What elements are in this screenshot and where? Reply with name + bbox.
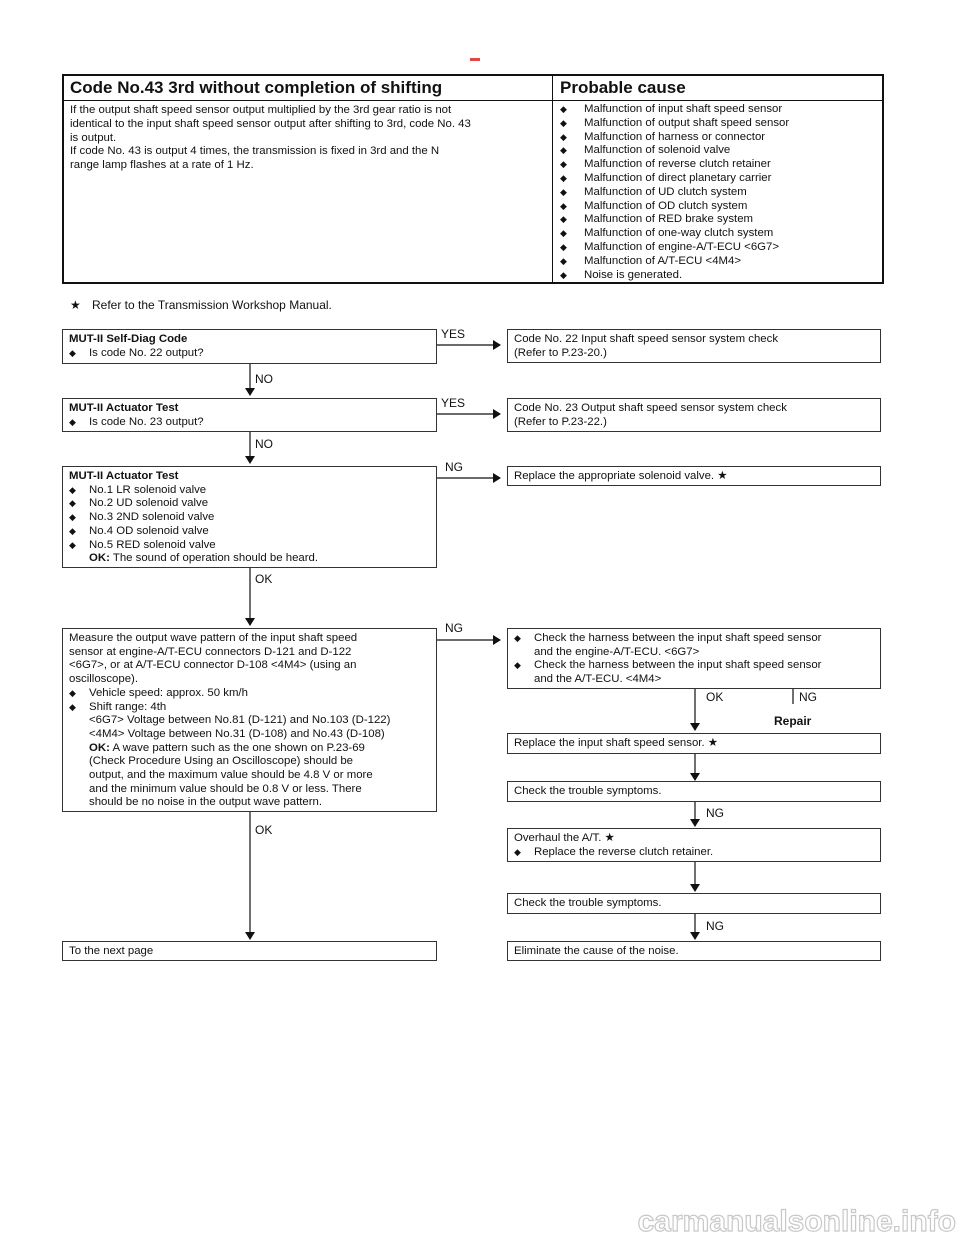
description-line: is output. — [70, 131, 117, 144]
solenoid-item: ◆ No.2 UD solenoid valve — [69, 497, 430, 511]
step4-ok-line: (Check Procedure Using an Oscilloscope) should be — [89, 755, 354, 768]
description-line: identical to the input shaft speed sensor output after shifting to 3rd, code No. 43 — [70, 117, 471, 130]
harness-check-line: ◆ Check the harness between the input shaft speed sensor — [514, 632, 874, 646]
step3-solenoid-test-box — [62, 466, 437, 568]
check-symptoms-text: Check the trouble symptoms. — [514, 897, 662, 909]
ok-label: OK: — [89, 741, 110, 754]
step1-item: ◆ Is code No. 22 output? — [69, 347, 430, 361]
solenoid-item: ◆ No.1 LR solenoid valve — [69, 484, 430, 498]
step4-bullet: ◆ Shift range: 4th — [69, 701, 430, 715]
step1-yes-line: (Refer to P.23-20.) — [514, 346, 607, 359]
ok-text: A wave pattern such as the one shown on P.23-69 — [112, 741, 365, 754]
cause-item: ◆ Malfunction of A/T-ECU <4M4> — [560, 255, 880, 269]
cause-item: ◆ Malfunction of one-way clutch system — [560, 227, 880, 241]
step2-item: ◆ Is code No. 23 output? — [69, 416, 430, 430]
cause-item: ◆ Malfunction of solenoid valve — [560, 144, 880, 158]
next-page-box[interactable] — [62, 941, 437, 961]
replace-solenoid-text: Replace the appropriate solenoid valve. ★ — [514, 470, 728, 482]
step2-yes-label: YES — [441, 396, 466, 410]
overhaul-item: ◆ Replace the reverse clutch retainer. — [514, 846, 874, 860]
step4-ng-label: NG — [445, 621, 463, 635]
ok-label: OK: — [89, 552, 110, 565]
step2-title: MUT-II Actuator Test — [69, 402, 179, 414]
step2-yes-line: (Refer to P.23-22.) — [514, 415, 607, 428]
step4-voltage-line: <4M4> Voltage between No.31 (D-108) and No.43 (D-108) — [89, 727, 385, 740]
harness-ng-label: NG — [799, 690, 817, 704]
step4-line: sensor at engine-A/T-ECU connectors D-121 and D-122 — [69, 645, 352, 658]
cause-item: ◆ Malfunction of engine-A/T-ECU <6G7> — [560, 241, 880, 255]
check-symptoms-box-2 — [507, 893, 881, 914]
cause-item: ◆ Noise is generated. — [560, 269, 880, 283]
step4-voltage-line: <6G7> Voltage between No.81 (D-121) and No.103 (D-122) — [89, 714, 391, 727]
step4-ok-line: should be no noise in the output wave pattern. — [89, 796, 323, 809]
step4-ok-label: OK — [255, 823, 273, 837]
cause-item: ◆ Malfunction of reverse clutch retainer — [560, 158, 880, 172]
solenoid-item: ◆ No.3 2ND solenoid valve — [69, 511, 430, 525]
eliminate-noise-text: Eliminate the cause of the noise. — [514, 945, 679, 957]
step3-ok-criteria — [69, 552, 430, 566]
solenoid-item: ◆ No.4 OD solenoid valve — [69, 525, 430, 539]
step2-no-label: NO — [255, 437, 273, 451]
step4-line: Measure the output wave pattern of the input shaft speed — [69, 632, 358, 644]
step1-yes-box — [507, 329, 881, 363]
replace-sensor-text: Replace the input shaft speed sensor. ★ — [514, 737, 718, 749]
overhaul-text: Overhaul the A/T. ★ — [514, 832, 615, 844]
step4-wave-pattern-box — [62, 628, 437, 812]
code-title: Code No.43 3rd without completion of shifting — [70, 78, 443, 97]
check-symptoms-text: Check the trouble symptoms. — [514, 785, 662, 797]
cause-item: ◆ Malfunction of UD clutch system — [560, 186, 880, 200]
solenoid-item: ◆ No.5 RED solenoid valve — [69, 539, 430, 553]
step1-yes-label: YES — [441, 327, 466, 341]
step4-ok-line: output, and the maximum value should be 4.8 V or more — [89, 769, 373, 782]
symptoms2-ng-label: NG — [706, 919, 724, 933]
cause-item: ◆ Malfunction of input shaft speed sensor — [560, 103, 880, 117]
symptoms1-ng-label: NG — [706, 806, 724, 820]
step1-self-diag-box — [62, 329, 437, 364]
cause-item: ◆ Malfunction of harness or connector — [560, 131, 880, 145]
ok-text: The sound of operation should be heard. — [112, 552, 319, 565]
step3-ng-label: NG — [445, 460, 463, 474]
step1-yes-line: Code No. 22 Input shaft speed sensor system check — [514, 333, 779, 345]
step4-bullet: ◆ Vehicle speed: approx. 50 km/h — [69, 687, 430, 701]
harness-ok-label: OK — [706, 690, 724, 704]
step4-line: <6G7>, or at A/T-ECU connector D-108 <4M4> (using an — [69, 659, 357, 672]
harness-check-line: ◆ Check the harness between the input shaft speed sensor — [514, 659, 874, 673]
step3-ok-label: OK — [255, 572, 273, 586]
step2-yes-line: Code No. 23 Output shaft speed sensor system check — [514, 402, 787, 414]
step3-title: MUT-II Actuator Test — [69, 470, 179, 482]
overhaul-box — [507, 828, 881, 862]
cause-item: ◆ Malfunction of RED brake system — [560, 213, 880, 227]
watermark-logo — [622, 1203, 958, 1239]
cause-item: ◆ Malfunction of direct planetary carrier — [560, 172, 880, 186]
step1-no-label: NO — [255, 372, 273, 386]
description-line: range lamp flashes at a rate of 1 Hz. — [70, 159, 254, 172]
harness-check-line: and the engine-A/T-ECU. <6G7> — [534, 645, 700, 658]
step4-line: oscilloscope). — [69, 673, 139, 686]
star-icon: ★ — [70, 298, 81, 312]
step2-actuator-box — [62, 398, 437, 432]
note-text: Refer to the Transmission Workshop Manual. — [92, 298, 332, 312]
step4-ok-criteria — [69, 742, 430, 756]
replace-sensor-box — [507, 733, 881, 754]
repair-label: Repair — [774, 714, 812, 728]
description-line: If the output shaft speed sensor output multiplied by the 3rd gear ratio is not — [70, 104, 452, 116]
harness-check-line: and the A/T-ECU. <4M4> — [534, 673, 662, 686]
next-page-text: To the next page — [69, 945, 154, 957]
check-symptoms-box-1 — [507, 781, 881, 802]
harness-check-box — [507, 628, 881, 689]
description-line: If code No. 43 is output 4 times, the transmission is fixed in 3rd and the N — [70, 145, 440, 158]
step4-ok-line: and the minimum value should be 0.8 V or less. There — [89, 782, 362, 795]
replace-solenoid-box — [507, 466, 881, 486]
step1-title: MUT-II Self-Diag Code — [69, 333, 188, 345]
probable-cause-title: Probable cause — [560, 78, 686, 97]
cause-item: ◆ Malfunction of OD clutch system — [560, 200, 880, 214]
svg-text:carmanualsonline.info: carmanualsonline.info — [637, 1205, 956, 1238]
cause-item: ◆ Malfunction of output shaft speed sensor — [560, 117, 880, 131]
step2-yes-box — [507, 398, 881, 432]
eliminate-noise-box — [507, 941, 881, 961]
